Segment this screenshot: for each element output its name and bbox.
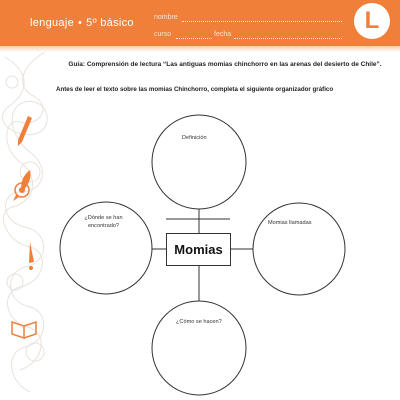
date-field-label: fecha: [214, 31, 232, 38]
subject-label: lenguaje: [30, 17, 74, 29]
name-field-label: nombre: [154, 14, 178, 21]
course-field-label: curso: [154, 31, 172, 38]
names-label: Momias llamadas: [268, 220, 312, 226]
location-label: ¿Dónde se han encontrado?: [84, 215, 123, 229]
worksheet-title: Guía: Comprensión de lectura “Las antiguas momias chinchorro en las arenas del desierto de Chile”.: [68, 61, 382, 68]
center-box: [166, 233, 231, 266]
process-label: ¿Cómo se hacen?: [176, 319, 222, 325]
grade-label: 5º básico: [86, 17, 134, 29]
worksheet-instruction: Antes de leer el texto sobre las momias Chinchorro, completa el siguiente organizador gráfico: [56, 86, 334, 93]
center-label: Momias: [174, 242, 223, 257]
badge-letter: L: [364, 7, 380, 34]
separator-dot: •: [78, 17, 83, 29]
process-circle[interactable]: [152, 301, 246, 395]
names-circle[interactable]: [253, 203, 345, 295]
definition-label: Definición: [182, 135, 207, 141]
definition-circle[interactable]: [152, 115, 246, 209]
